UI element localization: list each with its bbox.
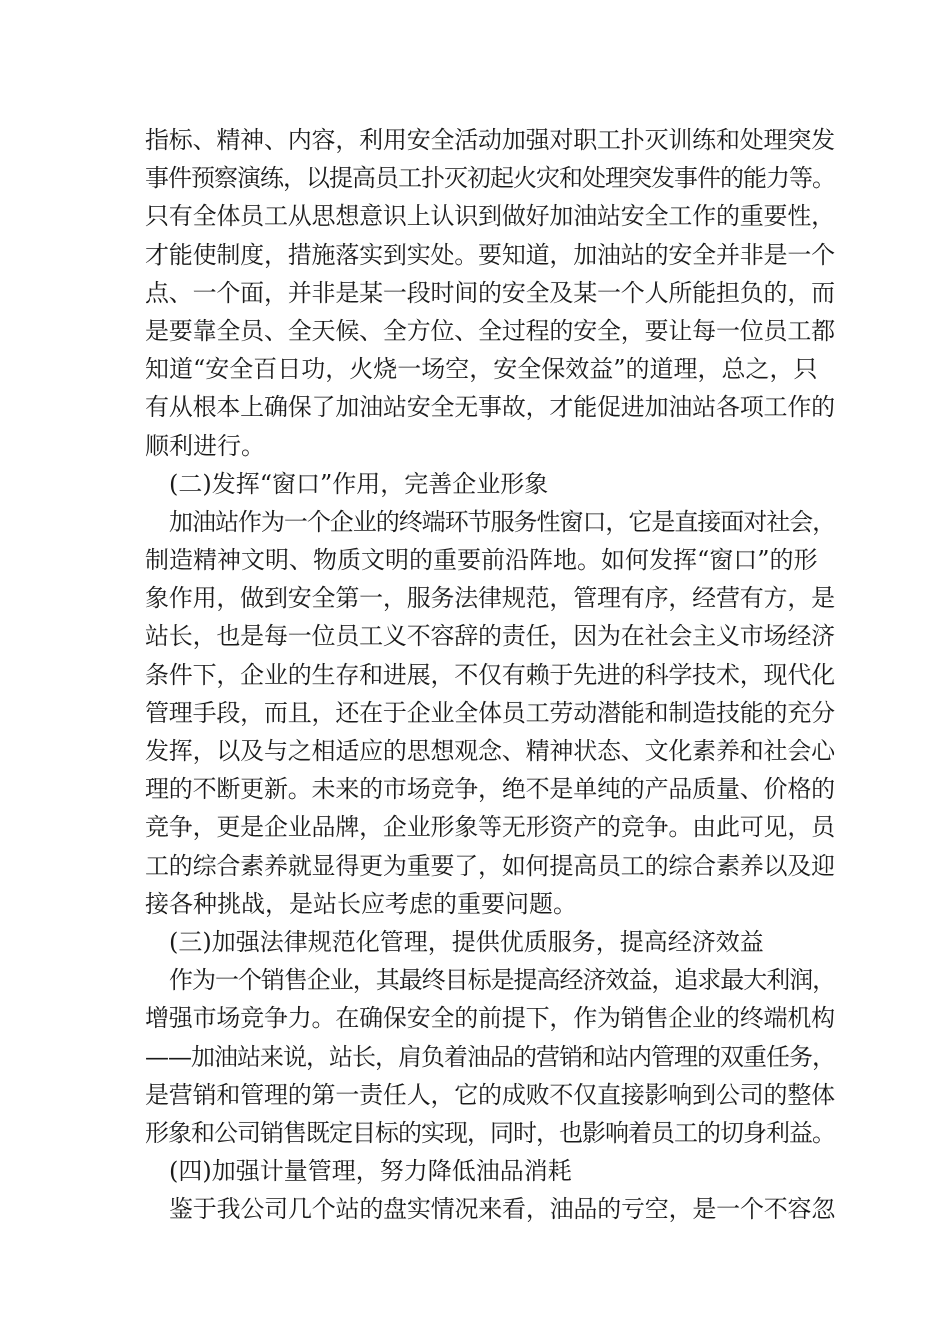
text-line: ——加油站来说，站长，肩负着油品的营销和站内管理的双重任务，	[145, 1042, 835, 1071]
paragraph-first-line: 加油站作为一个企业的终端环节服务性窗口，它是直接面对社会，	[169, 507, 836, 536]
text-line: 竞争，更是企业品牌，企业形象等无形资产的竞争。由此可见，员	[145, 813, 835, 842]
text-line: 工的综合素养就显得更为重要了，如何提高员工的综合素养以及迎	[145, 851, 835, 880]
text-line: 条件下，企业的生存和进展，不仅有赖于先进的科学技术，现代化	[145, 660, 835, 689]
text-line: 只有全体员工从思想意识上认识到做好加油站安全工作的重要性，	[145, 202, 835, 231]
text-line: 才能使制度，措施落实到实处。要知道，加油站的安全并非是一个	[145, 240, 835, 269]
text-line: 是要靠全员、全天候、全方位、全过程的安全，要让每一位员工都	[145, 316, 835, 345]
text-line: 制造精神文明、物质文明的重要前沿阵地。如何发挥“窗口”的形	[145, 546, 818, 575]
section-heading: (二)发挥“窗口”作用，完善企业形象	[169, 469, 549, 498]
text-line: 站长，也是每一位员工义不容辞的责任，因为在社会主义市场经济	[145, 622, 835, 651]
section-heading: (四)加强计量管理，努力降低油品消耗	[169, 1157, 572, 1186]
text-line: 象作用，做到安全第一，服务法律规范，管理有序，经营有方，是	[145, 584, 835, 613]
text-line: 理的不断更新。未来的市场竞争，绝不是单纯的产品质量、价格的	[145, 775, 835, 804]
text-line: 指标、精神、内容，利用安全活动加强对职工扑灭训练和处理突发	[145, 126, 835, 154]
text-line: 接各种挑战，是站长应考虑的重要问题。	[145, 889, 577, 918]
text-line: 增强市场竞争力。在确保安全的前提下，作为销售企业的终端机构	[145, 1004, 835, 1033]
text-line: 事件预察演练，以提高员工扑灭初起火灾和处理突发事件的能力等。	[145, 164, 835, 193]
section-heading: (三)加强法律规范化管理，提供优质服务，提高经济效益	[169, 927, 764, 956]
text-line: 顺利进行。	[145, 431, 265, 460]
text-line: 发挥，以及与之相适应的思想观念、精神状态、文化素养和社会心	[145, 737, 835, 765]
text-line: 点、一个面，并非是某一段时间的安全及某一个人所能担负的，而	[145, 278, 835, 307]
text-line: 形象和公司销售既定目标的实现，同时，也影响着员工的切身利益。	[145, 1118, 835, 1147]
paragraph-first-line: 鉴于我公司几个站的盘实情况来看，油品的亏空，是一个不容忽	[169, 1195, 836, 1224]
text-line: 是营销和管理的第一责任人，它的成败不仅直接影响到公司的整体	[145, 1080, 835, 1109]
text-line: 有从根本上确保了加油站安全无事故，才能促进加油站各项工作的	[145, 393, 835, 422]
paragraph-first-line: 作为一个销售企业，其最终目标是提高经济效益，追求最大利润，	[169, 966, 836, 995]
document-body	[145, 121, 835, 1228]
text-line: 知道“安全百日功，火烧一场空，安全保效益”的道理，总之，只	[145, 355, 818, 384]
text-line: 管理手段，而且，还在于企业全体员工劳动潜能和制造技能的充分	[145, 698, 835, 727]
